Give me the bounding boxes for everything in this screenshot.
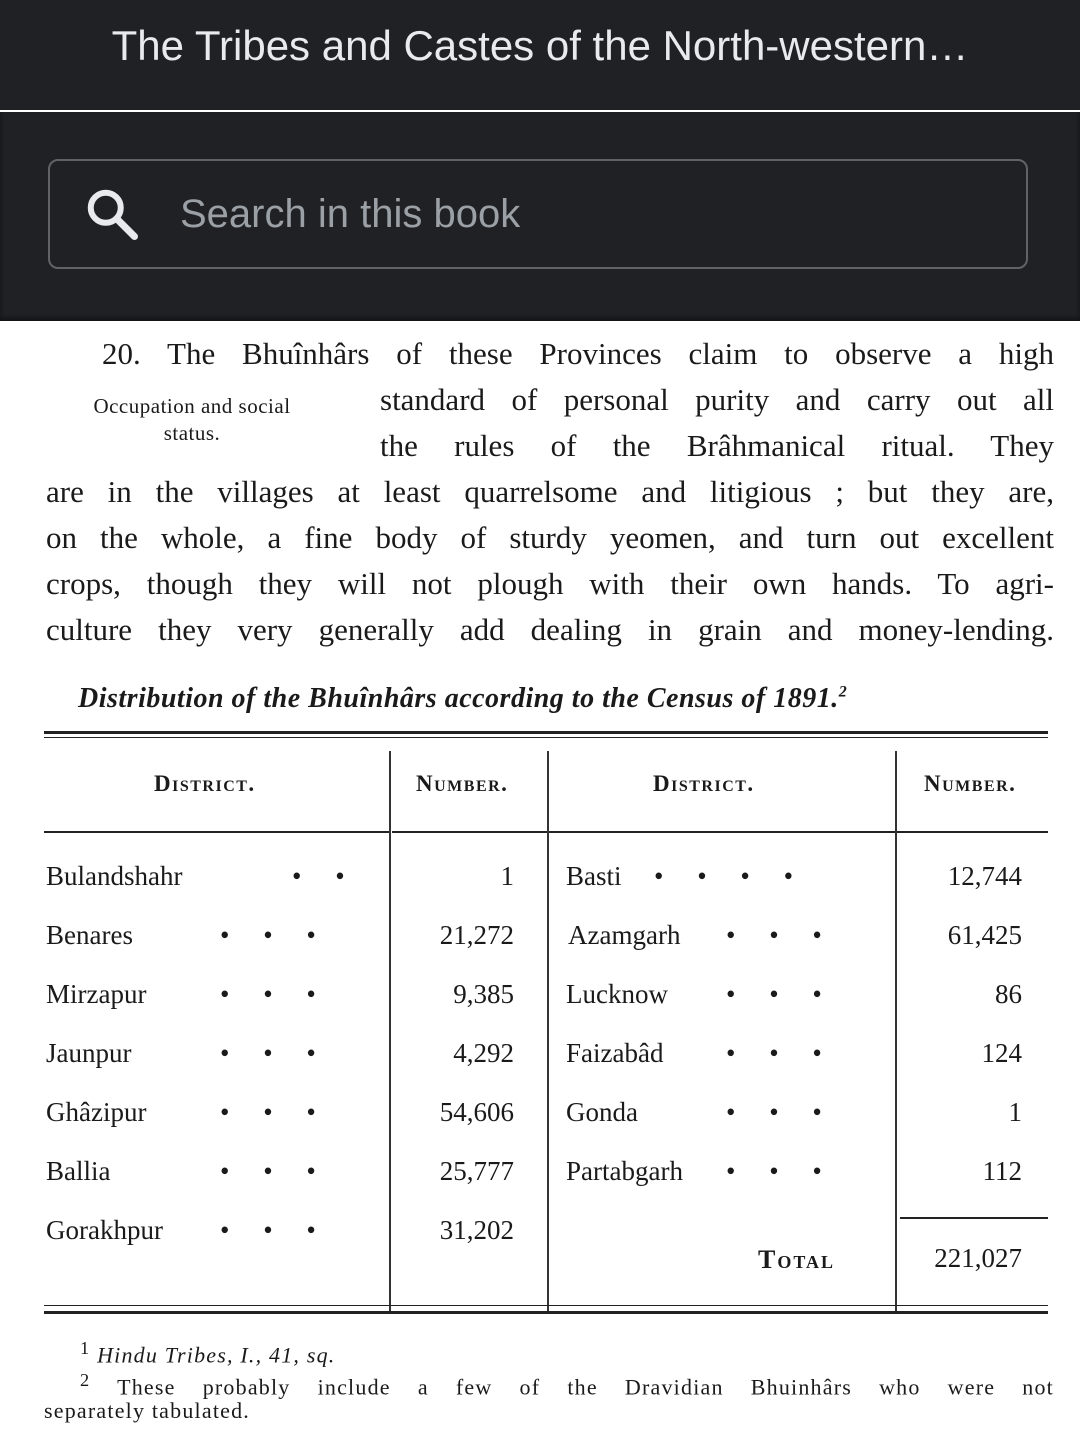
district-name: Basti bbox=[566, 861, 622, 891]
leader-dots: • • • bbox=[726, 1156, 822, 1186]
table-rule bbox=[44, 1305, 1048, 1306]
district-name: Azamgarh bbox=[568, 920, 681, 950]
table-row bbox=[44, 979, 1048, 1037]
app-bar bbox=[0, 0, 1080, 110]
leader-dots: • • bbox=[292, 861, 345, 891]
total-value: 221,027 bbox=[934, 1243, 1022, 1273]
paragraph-line: 20. The Bhuînhârs of these Provinces claim to observe a high bbox=[102, 336, 1054, 371]
leader-dots: • • • • bbox=[654, 861, 794, 891]
district-number: 54,606 bbox=[439, 1097, 514, 1127]
district-number: 112 bbox=[982, 1156, 1022, 1186]
footnote-mark: 2 bbox=[80, 1370, 91, 1390]
table-row bbox=[44, 1097, 1048, 1155]
leader-dots: • • • bbox=[220, 1156, 316, 1186]
leader-dots: • • • bbox=[220, 1215, 316, 1245]
leader-dots: • • • bbox=[220, 1038, 316, 1068]
district-name: Partabgarh bbox=[566, 1156, 683, 1186]
district-number: 31,202 bbox=[439, 1215, 514, 1245]
district-number: 12,744 bbox=[947, 861, 1022, 891]
table-row bbox=[44, 920, 1048, 978]
paragraph-line: the rules of the Brâhmanical ritual. They bbox=[380, 428, 1054, 463]
footnote-text: These probably include a few of the Dravidian Bhuinhârs who were not bbox=[117, 1374, 1054, 1400]
district-number: 1 bbox=[1008, 1097, 1022, 1127]
header-district: District. bbox=[154, 771, 256, 796]
table-row bbox=[44, 1038, 1048, 1096]
district-number: 4,292 bbox=[453, 1038, 514, 1068]
table-row bbox=[44, 1156, 1048, 1214]
total-label: Total bbox=[758, 1245, 836, 1274]
sidenote-line: status. bbox=[163, 421, 221, 445]
leader-dots: • • • bbox=[726, 1038, 822, 1068]
table-row bbox=[44, 861, 1048, 919]
header-number: Number. bbox=[924, 771, 1017, 796]
search-icon[interactable] bbox=[82, 184, 142, 244]
search-input[interactable] bbox=[178, 191, 982, 238]
district-number: 124 bbox=[981, 1038, 1022, 1068]
footnote-2-cont bbox=[44, 1396, 1054, 1426]
footnote-text: separately tabulated. bbox=[44, 1398, 251, 1423]
paragraph-line: are in the villages at least quarrelsome and litigious ; but they are, bbox=[46, 474, 1054, 509]
district-number: 25,777 bbox=[439, 1156, 514, 1186]
district-name: Lucknow bbox=[566, 979, 668, 1009]
header-district: District. bbox=[653, 771, 755, 796]
leader-dots: • • • bbox=[726, 1097, 822, 1127]
book-page bbox=[0, 321, 1080, 1454]
header-rule bbox=[44, 831, 389, 833]
total-row bbox=[44, 1243, 1048, 1301]
footnote-ref: 2 bbox=[838, 683, 848, 701]
leader-dots: • • • bbox=[220, 979, 316, 1009]
search-box[interactable] bbox=[48, 159, 1028, 269]
leader-dots: • • • bbox=[220, 920, 316, 950]
footnote-mark: 1 bbox=[80, 1338, 91, 1358]
district-name: Bulandshahr bbox=[46, 861, 183, 891]
district-number: 9,385 bbox=[453, 979, 514, 1009]
table-caption bbox=[78, 683, 1038, 715]
paragraph-line: standard of personal purity and carry out all bbox=[380, 382, 1054, 417]
district-name: Ghâzipur bbox=[46, 1097, 147, 1127]
district-name: Faizabâd bbox=[566, 1038, 664, 1068]
book-title[interactable]: The Tribes and Castes of the North-western… bbox=[111, 22, 969, 69]
paragraph-line: culture they very generally add dealing in grain and money-lending. bbox=[46, 612, 1054, 647]
total-rule bbox=[900, 1217, 1048, 1219]
district-number: 61,425 bbox=[947, 920, 1022, 950]
district-name: Benares bbox=[46, 920, 133, 950]
district-number: 86 bbox=[995, 979, 1022, 1009]
table-rule bbox=[44, 1311, 1048, 1314]
paragraph-line: on the whole, a fine body of sturdy yeomen, and turn out excellent bbox=[46, 520, 1054, 555]
table-caption-text: Distribution of the Bhuînhârs according to the Census of 1891. bbox=[78, 683, 839, 714]
header-rule bbox=[392, 831, 1048, 833]
table-rule bbox=[44, 731, 1048, 734]
footnote-text: Hindu Tribes, I., 41, sq. bbox=[97, 1342, 336, 1368]
header-number: Number. bbox=[416, 771, 509, 796]
district-number: 21,272 bbox=[439, 920, 514, 950]
district-name: Mirzapur bbox=[46, 979, 147, 1009]
district-name: Jaunpur bbox=[46, 1038, 132, 1068]
paragraph-line: crops, though they will not plough with their own hands. To agri- bbox=[46, 566, 1054, 601]
leader-dots: • • • bbox=[726, 979, 822, 1009]
district-name: Gonda bbox=[566, 1097, 638, 1127]
district-number: 1 bbox=[500, 861, 514, 891]
table-rule bbox=[44, 737, 1048, 738]
sidenote-line: Occupation and social bbox=[93, 394, 291, 418]
leader-dots: • • • bbox=[220, 1097, 316, 1127]
sidenote bbox=[52, 393, 332, 447]
search-panel bbox=[0, 112, 1080, 321]
leader-dots: • • • bbox=[726, 920, 822, 950]
district-name: Ballia bbox=[46, 1156, 111, 1186]
district-name: Gorakhpur bbox=[46, 1215, 163, 1245]
